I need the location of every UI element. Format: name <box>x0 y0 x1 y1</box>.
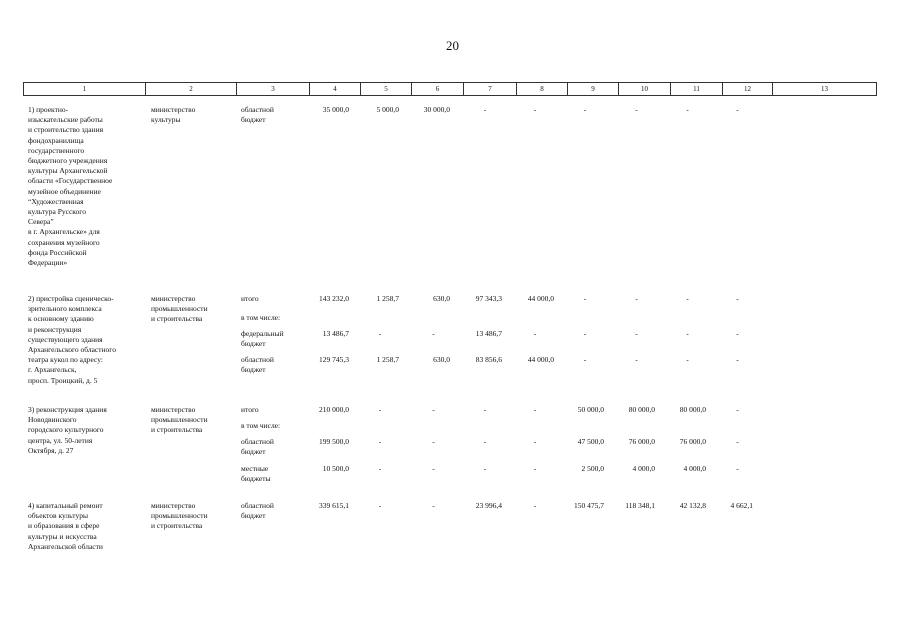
header-col-10: 10 <box>619 83 671 95</box>
row-3-4-col-12: - <box>736 464 739 473</box>
row-3-3-col-5: - <box>378 437 382 446</box>
row-2-3-col-8: - <box>533 329 537 338</box>
row-3-3-col-6: - <box>432 437 435 446</box>
row-1-1-col-4: 35 000,0 <box>322 105 349 114</box>
row-2-1-col-10: - <box>635 294 638 303</box>
row-2-source-1: итого <box>241 294 259 303</box>
row-3-4-col-11: 4 000,0 <box>683 464 706 473</box>
row-2-1-col-8: 44 000,0 <box>527 294 554 303</box>
row-4-1-col-11: 42 132,8 <box>679 501 706 510</box>
row-4-1-col-6: - <box>432 501 435 510</box>
row-1-source-1: областной бюджет <box>241 105 274 125</box>
row-2-4-col-8: 44 000,0 <box>527 355 554 364</box>
row-1-executor: министерство культуры <box>151 105 196 125</box>
header-col-13: 13 <box>821 85 828 93</box>
row-1-1-col-7: - <box>483 105 487 114</box>
row-2-4-col-10: - <box>635 355 638 364</box>
row-1-1-col-12: - <box>736 105 739 114</box>
header-col-7: 7 <box>464 83 517 95</box>
row-3-4-col-6: - <box>432 464 435 473</box>
row-2-source-2: в том числе: <box>241 313 281 322</box>
row-3-3-col-4: 199 500,0 <box>319 437 349 446</box>
header-col-8: 8 <box>517 83 568 95</box>
row-2-4-col-12: - <box>736 355 739 364</box>
row-4-1-col-5: - <box>378 501 382 510</box>
row-4-1-col-4: 339 615,1 <box>319 501 349 510</box>
header-col-11: 11 <box>671 83 723 95</box>
row-3-1-col-5: - <box>378 405 382 414</box>
row-2-3-col-7: 13 486,7 <box>475 329 502 338</box>
row-2-name: 2) пристройка сценическо- зрительного комплекса к основному зданию и реконструкция существующего здания Архангельского областного театра кукол по адресу: г. Архангельск, просп. Троицкий, д. 5 <box>28 294 116 385</box>
row-4-executor: министерство промышленности и строительства <box>151 501 208 531</box>
row-3-1-col-6: - <box>432 405 435 414</box>
row-2-3-col-12: - <box>736 329 739 338</box>
row-1-1-col-5: 5 000,0 <box>376 105 399 114</box>
row-2-3-col-9: - <box>583 329 587 338</box>
row-3-1-col-12: - <box>736 405 739 414</box>
header-col-3: 3 <box>237 83 310 95</box>
header-col-4: 4 <box>310 83 361 95</box>
row-1-name: 1) проектно- изыскательские работы и строительство здания фондохранилища государственного бюджетного учреждения культуры Архангельской области «Государственное музейное объединение “Художественная культура Русского Севера” в г. Архангельске» для сохранения музейного фонда Российской Федерации» <box>28 105 113 268</box>
row-2-1-col-5: 1 258,7 <box>376 294 399 303</box>
header-col-6: 6 <box>412 83 464 95</box>
row-3-4-col-10: 4 000,0 <box>632 464 655 473</box>
row-4-1-col-8: - <box>533 501 537 510</box>
row-3-3-col-8: - <box>533 437 537 446</box>
row-2-1-col-6: 630,0 <box>433 294 450 303</box>
row-2-1-col-11: - <box>686 294 689 303</box>
row-3-source-1: итого <box>241 405 259 414</box>
row-3-3-col-9: 47 500,0 <box>577 437 604 446</box>
row-3-4-col-9: 2 500,0 <box>581 464 604 473</box>
row-2-1-col-9: - <box>583 294 587 303</box>
row-3-3-col-10: 76 000,0 <box>628 437 655 446</box>
row-1-1-col-10: - <box>635 105 638 114</box>
row-2-3-col-10: - <box>635 329 638 338</box>
row-2-executor: министерство промышленности и строительства <box>151 294 208 324</box>
row-3-1-col-9: 50 000,0 <box>577 405 604 414</box>
row-3-4-col-5: - <box>378 464 382 473</box>
row-2-3-col-5: - <box>378 329 382 338</box>
header-col-12: 12 <box>723 83 773 95</box>
row-3-source-4: местные бюджеты <box>241 464 271 484</box>
row-1-1-col-8: - <box>533 105 537 114</box>
row-3-4-col-4: 10 500,0 <box>322 464 349 473</box>
row-2-4-col-5: 1 258,7 <box>376 355 399 364</box>
table-header <box>23 82 877 96</box>
row-4-1-col-12: 4 662,1 <box>730 501 753 510</box>
row-3-source-3: областной бюджет <box>241 437 274 457</box>
row-3-source-2: в том числе: <box>241 421 281 430</box>
row-2-3-col-4: 13 486,7 <box>322 329 349 338</box>
row-2-4-col-7: 83 856,6 <box>475 355 502 364</box>
row-3-1-col-11: 80 000,0 <box>679 405 706 414</box>
header-col-1: 1 <box>24 83 146 95</box>
row-4-1-col-9: 150 475,7 <box>574 501 604 510</box>
row-1-1-col-6: 30 000,0 <box>423 105 450 114</box>
row-4-1-col-7: 23 996,4 <box>475 501 502 510</box>
row-2-4-col-9: - <box>583 355 587 364</box>
row-3-1-col-8: - <box>533 405 537 414</box>
row-3-executor: министерство промышленности и строительства <box>151 405 208 435</box>
row-1-1-col-11: - <box>686 105 689 114</box>
row-4-name: 4) капитальный ремонт объектов культуры и образования в сфере культуры и искусства Архангельской области <box>28 501 103 551</box>
row-3-1-col-4: 210 000,0 <box>319 405 349 414</box>
row-3-4-col-8: - <box>533 464 537 473</box>
row-2-4-col-11: - <box>686 355 689 364</box>
row-2-1-col-7: 97 343,3 <box>475 294 502 303</box>
row-1-1-col-9: - <box>583 105 587 114</box>
row-4-1-col-10: 118 348,1 <box>625 501 655 510</box>
header-col-5: 5 <box>361 83 412 95</box>
row-3-name: 3) реконструкция здания Новодвинского городского культурного центра, ул. 50-летия Октября, д. 27 <box>28 405 107 455</box>
row-2-1-col-12: - <box>736 294 739 303</box>
row-3-3-col-11: 76 000,0 <box>679 437 706 446</box>
row-2-3-col-6: - <box>432 329 435 338</box>
page-number: 20 <box>446 38 459 53</box>
header-col-2: 2 <box>146 83 237 95</box>
row-2-4-col-4: 129 745,3 <box>319 355 349 364</box>
row-2-4-col-6: 630,0 <box>433 355 450 364</box>
row-3-1-col-10: 80 000,0 <box>628 405 655 414</box>
row-2-1-col-4: 143 232,0 <box>319 294 349 303</box>
row-3-3-col-7: - <box>483 437 487 446</box>
row-3-3-col-12: - <box>736 437 739 446</box>
row-2-3-col-11: - <box>686 329 689 338</box>
row-2-source-3: федеральный бюджет <box>241 329 284 349</box>
header-col-9: 9 <box>568 83 619 95</box>
row-3-4-col-7: - <box>483 464 487 473</box>
row-3-1-col-7: - <box>483 405 487 414</box>
row-2-source-4: областной бюджет <box>241 355 274 375</box>
row-4-source-1: областной бюджет <box>241 501 274 521</box>
